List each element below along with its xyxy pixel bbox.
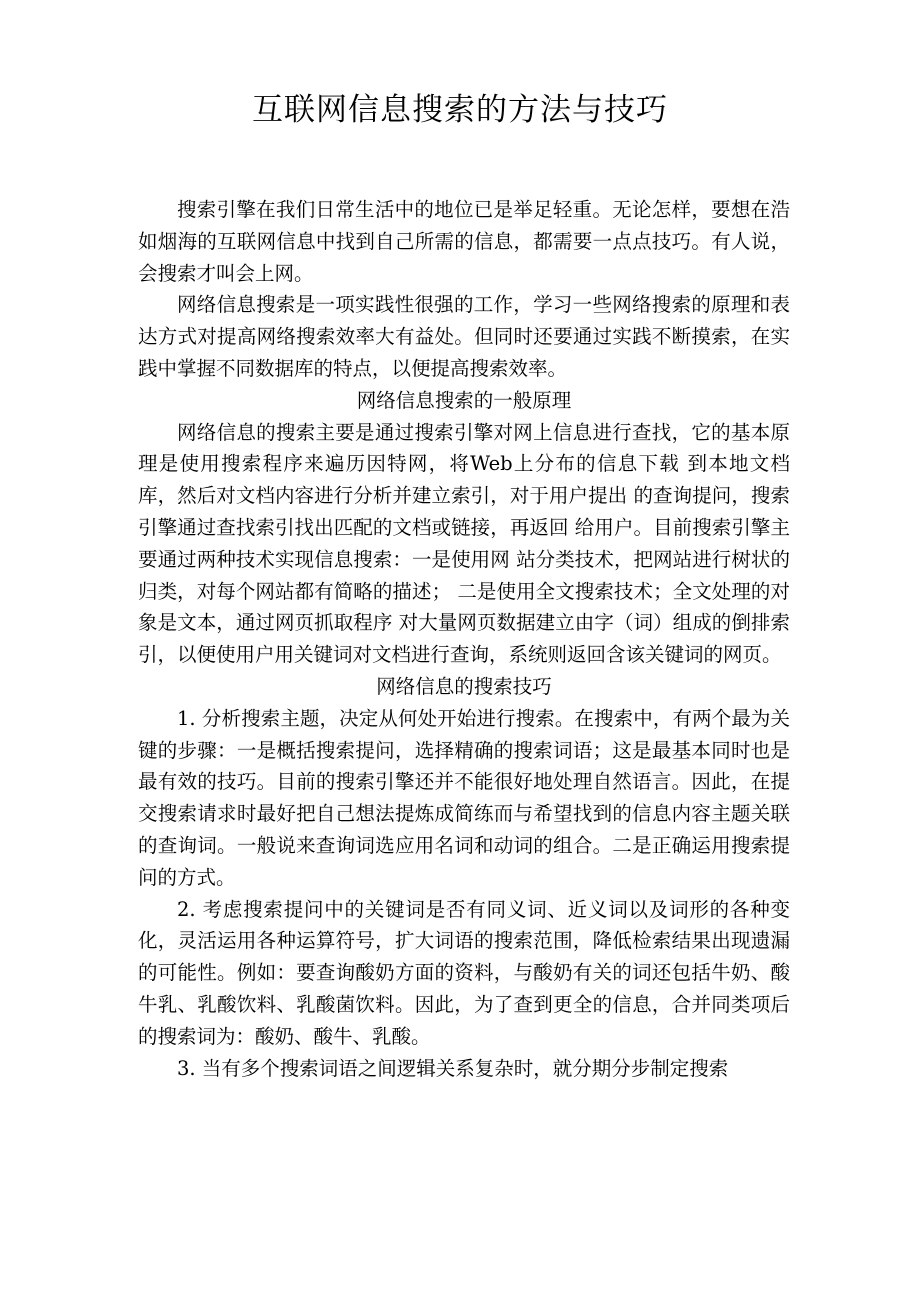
section-heading-techniques: 网络信息的搜索技巧	[376, 674, 552, 698]
document-body	[138, 194, 790, 1084]
document-title: 互联网信息搜索的方法与技巧	[252, 92, 668, 128]
technique-item-1: 1. 分析搜索主题，决定从何处开始进行搜索。在搜索中，有两个最为关键的步骤：一是概括搜索提问，选择精确的搜索词语；这是最基本同时也是最有效的技巧。目前的搜索引擎还并不能很好地处理自然语言。因此，在提交搜索请求时最好把自己想法提炼成简练而与希望找到的信息内容主题关联的查询词。一般说来查询词选应用名词和动词的组合。二是正确运用搜索提问的方式。	[138, 706, 790, 889]
intro-paragraph-1: 搜索引擎在我们日常生活中的地位已是举足轻重。无论怎样，要想在浩如烟海的互联网信息中找到自己所需的信息，都需要一点点技巧。有人说，会搜索才叫会上网。	[138, 198, 790, 285]
principles-paragraph: 网络信息的搜索主要是通过搜索引擎对网上信息进行查找，它的基本原理是使用搜索程序来遍历因特网，将Web上分布的信息下载 到本地文档库，然后对文档内容进行分析并建立索引，对于用户提出 的查询提问，搜索引擎通过查找索引找出匹配的文档或链接，再返回 给用户。目前搜索引擎主要通过两种技术实现信息搜索：一是使用网 站分类技术，把网站进行树状的归类，对每个网站都有简略的描述； 二是使用全文搜索技术；全文处理的对象是文本，通过网页抓取程序 对大量网页数据建立由字（词）组成的倒排索引，以便使用户用关键词对文档进行查询，系统则返回含该关键词的网页。	[138, 420, 790, 667]
technique-item-2: 2. 考虑搜索提问中的关键词是否有同义词、近义词以及词形的各种变化，灵活运用各种运算符号，扩大词语的搜索范围，降低检索结果出现遗漏的可能性。例如：要查询酸奶方面的资料，与酸奶有关的词还包括牛奶、酸牛乳、乳酸饮料、乳酸菌饮料。因此，为了查到更全的信息，合并同类项后的搜索词为：酸奶、酸牛、乳酸。	[138, 897, 790, 1048]
section-heading-principles: 网络信息搜索的一般原理	[356, 388, 572, 412]
technique-item-3: 3. 当有多个搜索词语之间逻辑关系复杂时，就分期分步制定搜索	[177, 1056, 729, 1080]
intro-paragraph-2: 网络信息搜索是一项实践性很强的工作，学习一些网络搜索的原理和表达方式对提高网络搜索效率大有益处。但同时还要通过实践不断摸索，在实践中掌握不同数据库的特点，以便提高搜索效率。	[138, 293, 790, 380]
